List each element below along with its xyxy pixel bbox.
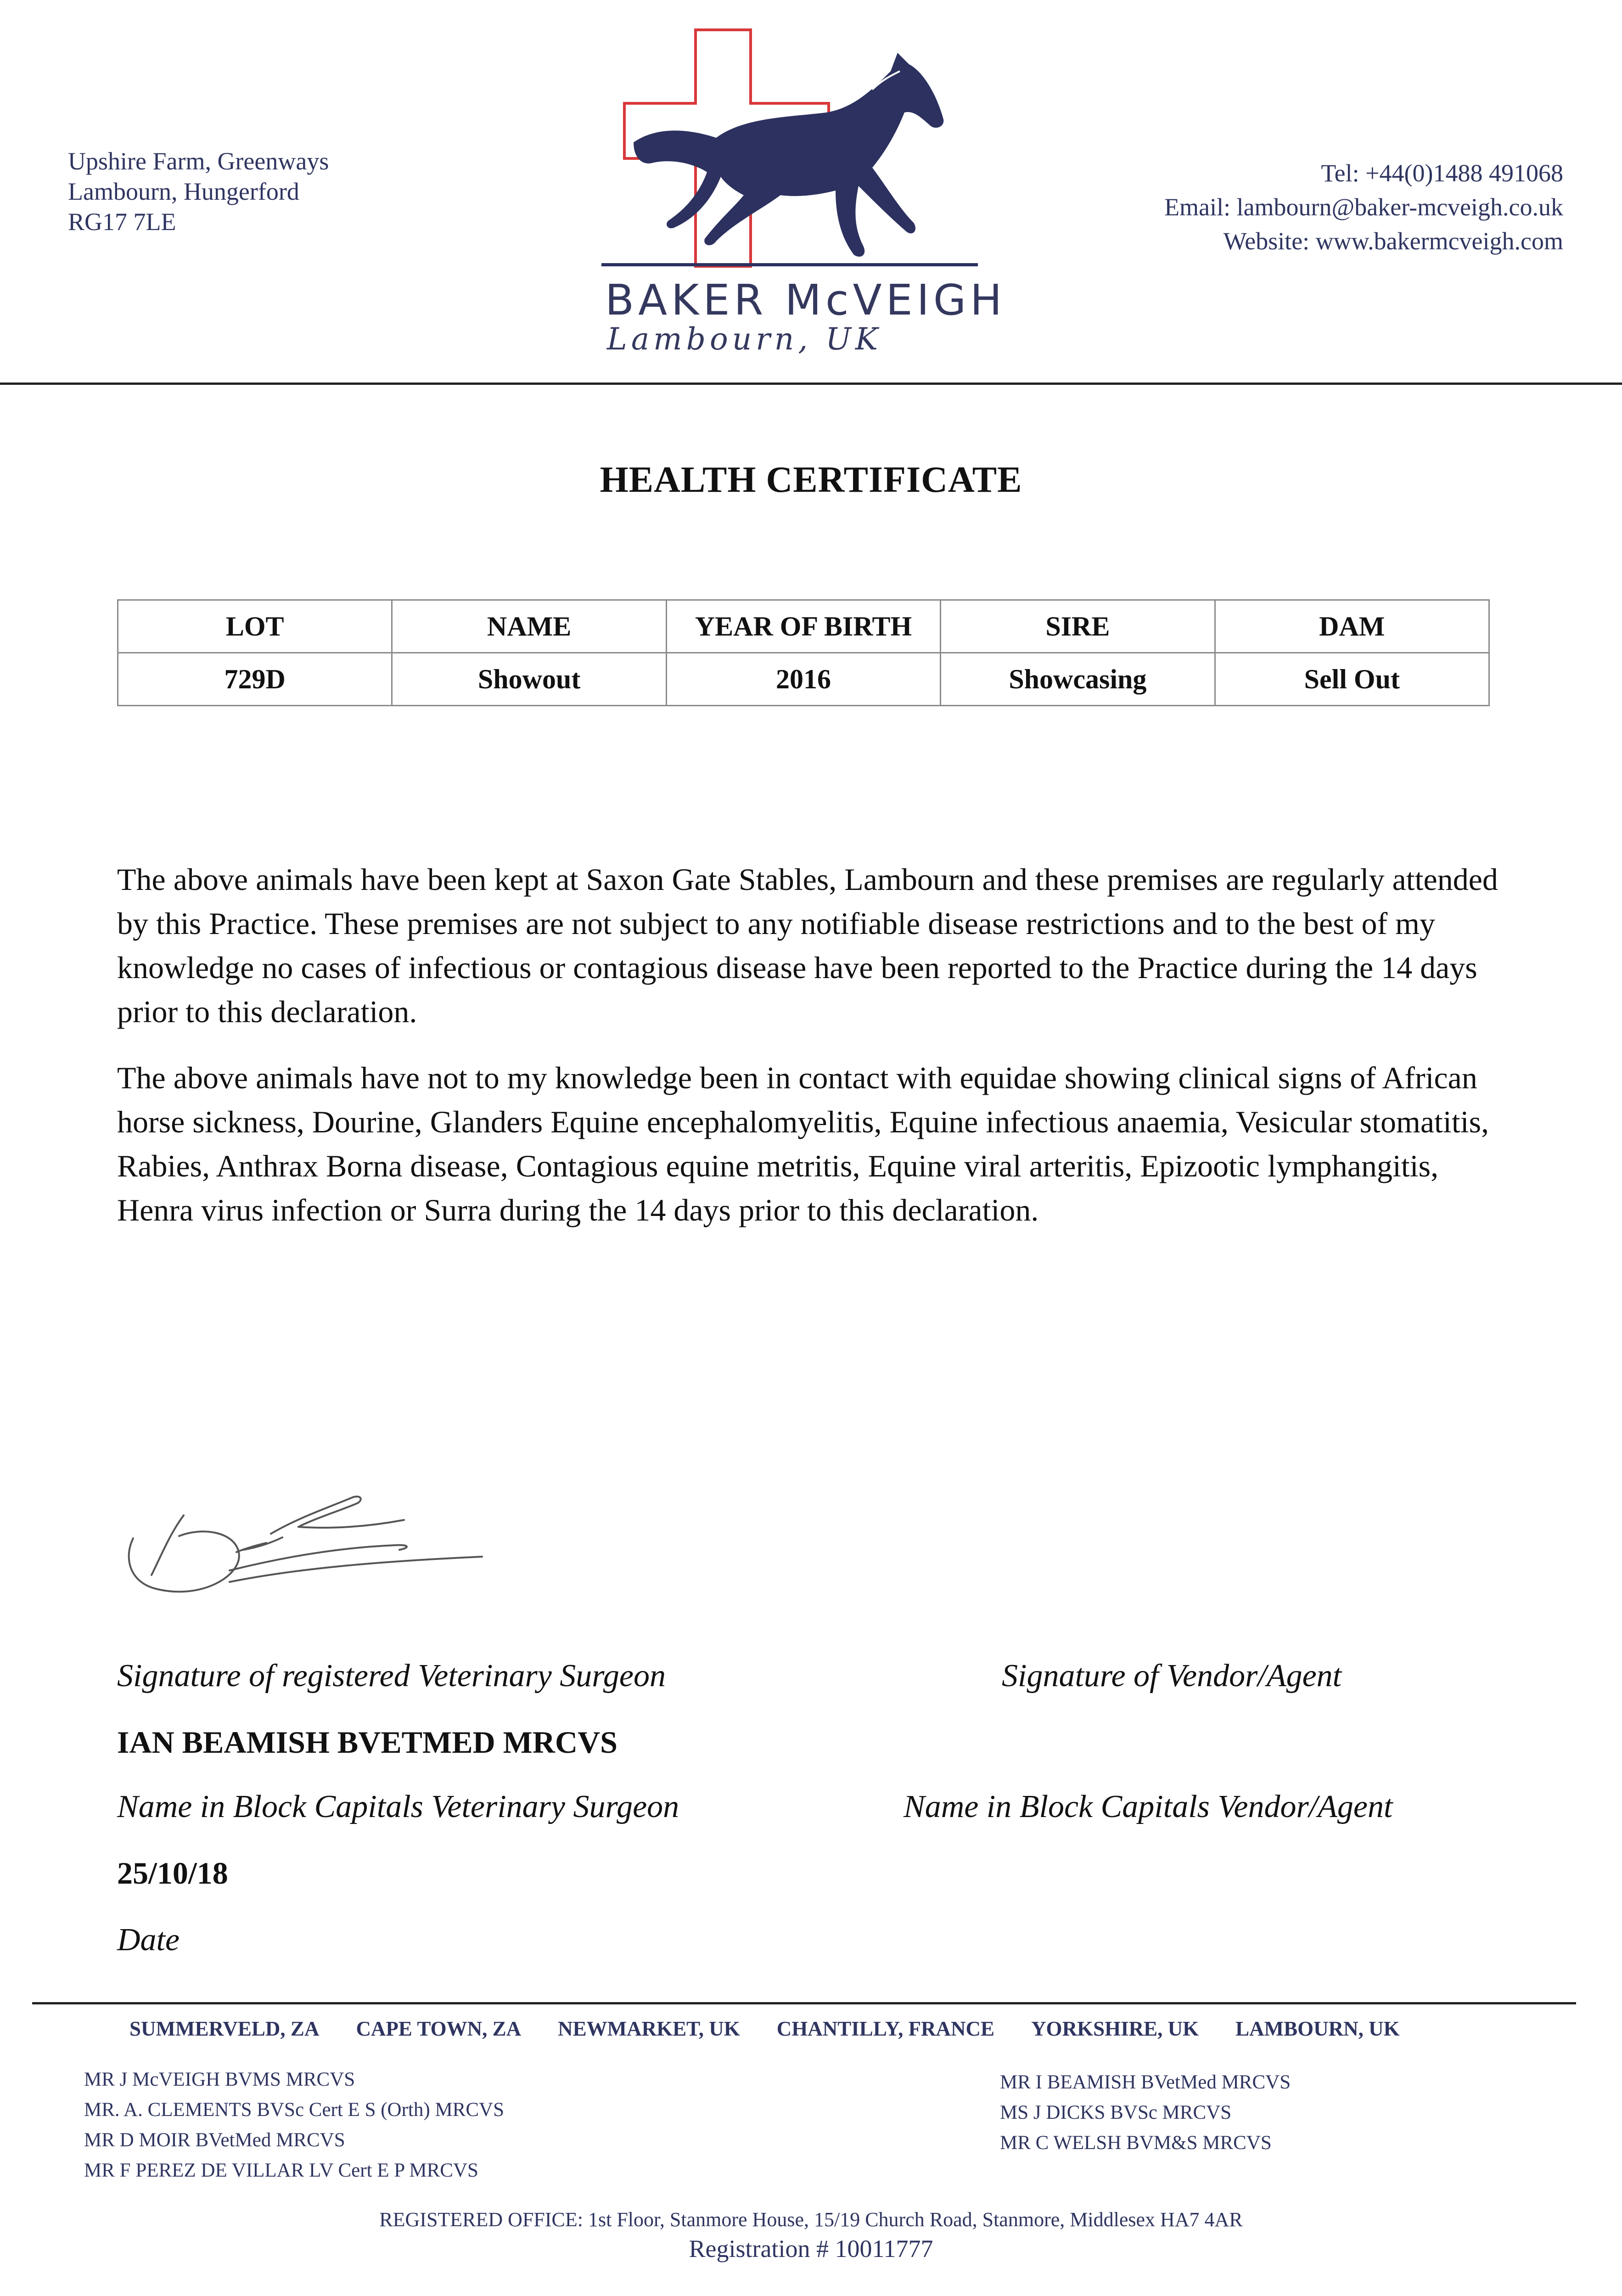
contact-website: Website: www.bakermcveigh.com [1223, 227, 1563, 255]
vet-signature-image [124, 1483, 491, 1612]
horse-details-table [117, 599, 1490, 706]
staff-member: MR. A. CLEMENTS BVSc Cert E S (Orth) MRCVS [84, 2099, 505, 2121]
staff-list-right [1000, 2067, 1291, 2158]
branch-item: CHANTILLY, FRANCE [776, 2017, 995, 2040]
table-header-row [118, 600, 1489, 653]
practice-contact [1164, 156, 1563, 258]
cell-year-of-birth: 2016 [666, 653, 940, 706]
header-divider [0, 383, 1622, 385]
contact-tel: Tel: +44(0)1488 491068 [1321, 159, 1563, 187]
branch-item: NEWMARKET, UK [558, 2017, 740, 2040]
certificate-date: 25/10/18 [117, 1856, 228, 1891]
registration-number: Registration # 10011777 [689, 2235, 933, 2262]
horse-cross-logo-icon [597, 25, 982, 292]
contact-email: Email: lambourn@baker-mcveigh.co.uk [1164, 193, 1563, 221]
address-line: RG17 7LE [68, 208, 176, 236]
staff-member: MS J DICKS BVSc MRCVS [1000, 2102, 1232, 2123]
branch-item: LAMBOURN, UK [1235, 2017, 1400, 2040]
vendor-name-label: Name in Block Capitals Vendor/Agent [904, 1789, 1393, 1824]
branch-item: SUMMERVELD, ZA [129, 2017, 320, 2040]
declaration-paragraph: The above animals have been kept at Saxon Gate Stables, Lambourn and these premises are regularly attended by this Practice. These premises are not subject to any notifiable disease restrictions and to the best of my knowledge no cases of infectious or contagious disease have been reported to the Practice during the 14 days prior to this declaration. [117, 862, 1498, 1029]
staff-member: MR J McVEIGH BVMS MRCVS [84, 2069, 355, 2090]
address-line: Lambourn, Hungerford [68, 178, 299, 205]
page-title: HEALTH CERTIFICATE [600, 460, 1022, 500]
practice-address [68, 146, 329, 237]
cell-dam: Sell Out [1215, 653, 1489, 706]
staff-member: MR I BEAMISH BVetMed MRCVS [1000, 2071, 1291, 2093]
cell-sire: Showcasing [941, 653, 1215, 706]
table-header-dam: DAM [1215, 600, 1489, 653]
vendor-signature-label: Signature of Vendor/Agent [1002, 1658, 1342, 1694]
vet-signature-label: Signature of registered Veterinary Surgeon [117, 1658, 666, 1694]
address-line: Upshire Farm, Greenways [68, 147, 329, 175]
branch-list [129, 2017, 1400, 2041]
staff-member: MR F PEREZ DE VILLAR LV Cert E P MRCVS [84, 2160, 478, 2181]
table-header-lot: LOT [118, 600, 392, 653]
table-header-year-of-birth: YEAR OF BIRTH [666, 600, 940, 653]
declaration-text [117, 857, 1504, 1254]
brand-name: BAKER McVEIGH [605, 276, 1006, 325]
table-header-sire: SIRE [941, 600, 1215, 653]
staff-member: MR D MOIR BVetMed MRCVS [84, 2129, 345, 2151]
company-logo [597, 25, 1006, 365]
brand-location: Lambourn, UK [607, 321, 882, 357]
branch-item: YORKSHIRE, UK [1031, 2017, 1199, 2040]
vet-name: IAN BEAMISH BVETMED MRCVS [117, 1725, 617, 1760]
staff-member: MR C WELSH BVM&S MRCVS [1000, 2132, 1272, 2154]
registered-office: REGISTERED OFFICE: 1st Floor, Stanmore House, 15/19 Church Road, Stanmore, Middlesex HA7 4AR [379, 2208, 1243, 2231]
branch-item: CAPE TOWN, ZA [356, 2017, 522, 2040]
date-label: Date [117, 1922, 180, 1958]
footer-divider [32, 2002, 1576, 2004]
table-row [118, 653, 1489, 706]
declaration-paragraph: The above animals have not to my knowledge been in contact with equidae showing clinical signs of African horse sickness, Dourine, Glanders Equine encephalomyelitis, Equine infectious anaemia, Vesicular stomatitis, Rabies, Anthrax Borna disease, Contagious equine metritis, Equine viral arteritis, Epizootic lymphangitis, Henra virus infection or Surra during the 14 days prior to this declaration. [117, 1060, 1489, 1227]
cell-lot: 729D [118, 653, 392, 706]
vet-name-label: Name in Block Capitals Veterinary Surgeon [117, 1789, 679, 1824]
table-header-name: NAME [392, 600, 666, 653]
cell-name: Showout [392, 653, 666, 706]
staff-list-left [84, 2065, 504, 2186]
